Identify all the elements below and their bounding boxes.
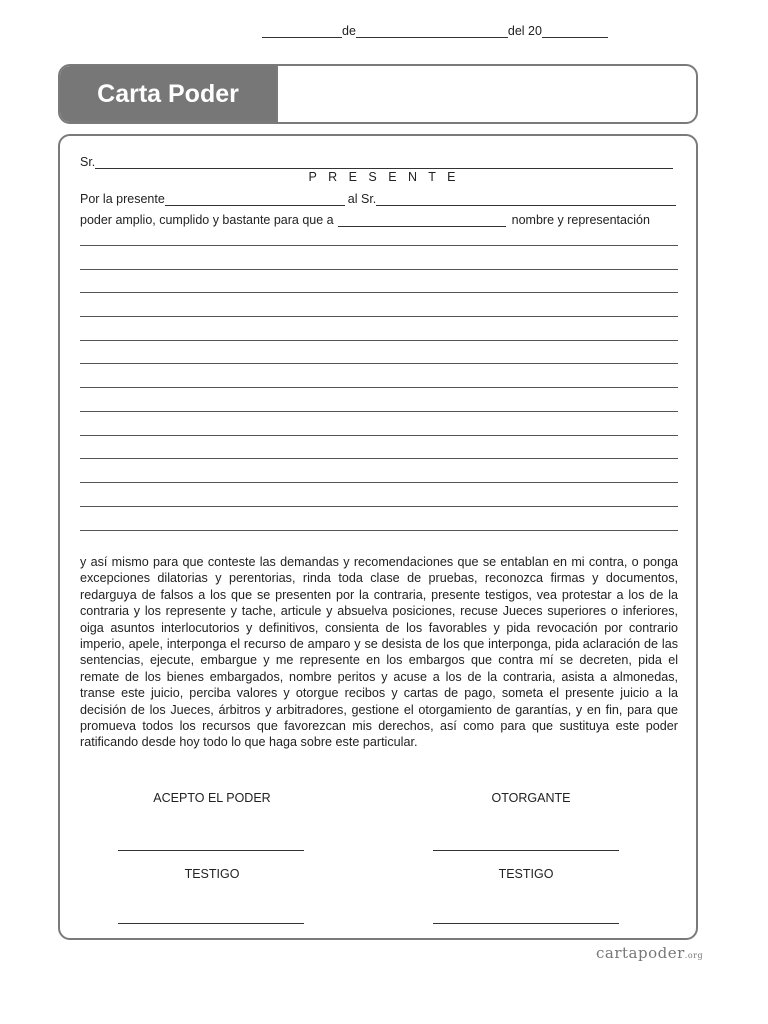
date-de-label: de — [342, 24, 356, 38]
acepto-signature-line[interactable] — [118, 850, 304, 851]
por-la-presente-label: Por la presente — [80, 192, 165, 206]
testigo-right-label: TESTIGO — [498, 867, 554, 881]
apoderado-name-blank[interactable] — [376, 193, 676, 206]
otorgante-label: OTORGANTE — [491, 791, 571, 805]
otorgante-name-blank[interactable] — [165, 193, 345, 206]
write-line[interactable] — [80, 458, 678, 459]
write-line[interactable] — [80, 340, 678, 341]
poder-text: poder amplio, cumplido y bastante para que a — [80, 213, 334, 227]
month-blank[interactable] — [356, 25, 508, 38]
sr-label: Sr. — [80, 155, 96, 169]
day-blank[interactable] — [262, 25, 342, 38]
write-line[interactable] — [80, 269, 678, 270]
write-line[interactable] — [80, 482, 678, 483]
testigo-left-label: TESTIGO — [184, 867, 240, 881]
form-box — [58, 134, 698, 940]
write-line[interactable] — [80, 292, 678, 293]
write-line[interactable] — [80, 435, 678, 436]
write-line[interactable] — [80, 411, 678, 412]
nombre-text: nombre y representación — [511, 213, 650, 227]
page-title: Carta Poder — [97, 79, 239, 108]
representation-blank[interactable] — [338, 214, 506, 227]
date-line — [262, 24, 608, 38]
year-blank[interactable] — [542, 25, 608, 38]
logo-suffix: .org — [684, 951, 704, 960]
testigo-right-signature-line[interactable] — [433, 923, 619, 924]
sr-blank[interactable] — [95, 156, 673, 169]
otorgante-signature-line[interactable] — [433, 850, 619, 851]
testigo-left-signature-line[interactable] — [118, 923, 304, 924]
logo-main: cartapoder — [596, 944, 685, 962]
title-tab — [60, 66, 278, 122]
al-sr-label: al Sr. — [347, 192, 377, 206]
por-la-presente-row — [80, 192, 678, 206]
sr-row — [80, 155, 678, 169]
body-paragraph: y así mismo para que conteste las demandas y recomendaciones que se entablan en mi contra, o ponga excepciones dilatorias y perentorias, rinda toda clase de pruebas, reconozca firmas y documentos, redarguya de falsos a los que se presenten por la contraria, presente testigos, vea protestar a los de la contraria y los represente y tache, articule y absuelva posiciones, recuse Jueces superiores o inferiores, oiga asuntos interlocutorios y definitivos, consienta de los favorables y pida revocación por contrario imperio, apele, interponga el recurso de amparo y se desista de los que interponga, pida aclaración de las sentencias, ejecute, embargue y me represente en los embargos que contra mí se decreten, pida el remate de los bienes embargados, nombre peritos y acuse a los de la contraria, asista a almonedas, transe este juicio, perciba valores y otorgue recibos y cartas de pago, someta el presente juicio a la decisión de los Jueces, árbitros y arbitradores, gestione el otorgamiento de garantías, y en fin, para que promueva todos los recursos que favorezcan mis derechos, así como para que sustituya este poder ratificando desde hoy todo lo que haga sobre este particular. — [80, 555, 678, 750]
write-line[interactable] — [80, 387, 678, 388]
write-line[interactable] — [80, 363, 678, 364]
poder-row — [80, 213, 678, 227]
write-line[interactable] — [80, 316, 678, 317]
write-line[interactable] — [80, 530, 678, 531]
date-del-label: del 20 — [507, 24, 542, 38]
presente-heading: P R E S E N T E — [308, 170, 460, 184]
acepto-label: ACEPTO EL PODER — [153, 791, 271, 805]
write-line[interactable] — [80, 506, 678, 507]
cartapoder-logo — [596, 944, 703, 962]
header-box — [58, 64, 698, 124]
write-line[interactable] — [80, 245, 678, 246]
